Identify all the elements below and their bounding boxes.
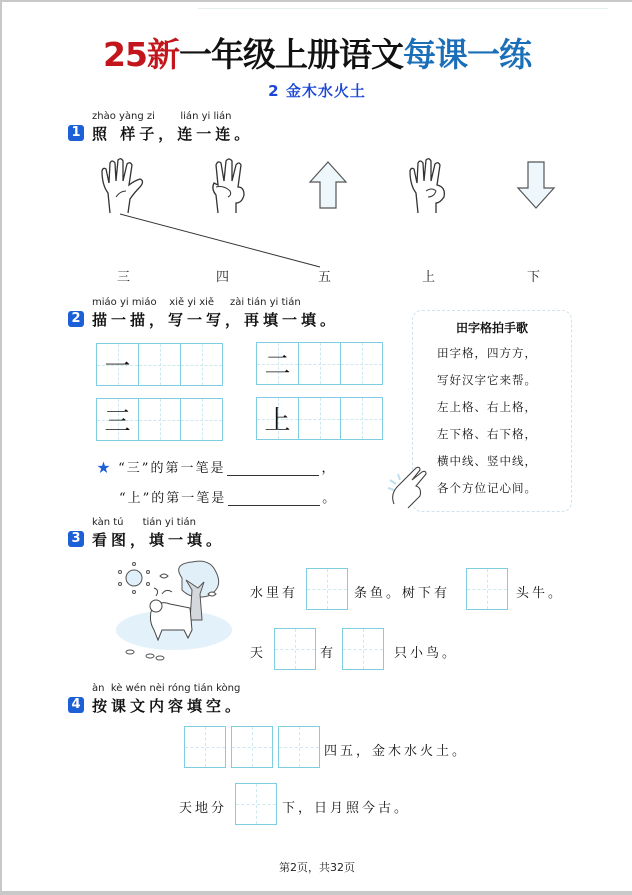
q4-box-line2 (235, 783, 276, 825)
connection-line (2, 2, 632, 302)
q3-row1-c: 头牛。 (516, 586, 565, 601)
answer-blank[interactable] (227, 461, 319, 476)
answer-box[interactable] (235, 783, 277, 825)
stroke-question-1: ★ “三”的第一笔是 ， (97, 461, 337, 476)
q3-row1-b: 条鱼。树下有 (354, 586, 451, 601)
tian-grid-blank[interactable] (180, 398, 223, 441)
song-line: 写好汉字它来帮。 (437, 373, 537, 387)
page-indicator: 第2页，共32页 (279, 861, 355, 874)
q4-pinyin: àn kè wén nèi róng tián kòng (92, 683, 241, 694)
tian-grid-blank[interactable] (298, 397, 341, 440)
star-icon: ★ (97, 461, 113, 476)
scene-illustration (112, 560, 237, 668)
answer-box[interactable] (231, 726, 273, 768)
tian-grid-blank[interactable] (138, 343, 181, 386)
title-blue-part: 每课一练 (402, 35, 531, 74)
answer-box[interactable] (184, 726, 226, 768)
q3-box-cow (466, 568, 507, 610)
question-4-header (68, 682, 244, 715)
clapping-hands-icon (386, 458, 436, 510)
tian-grid-blank[interactable] (340, 342, 383, 385)
grid-row-shang (256, 397, 382, 440)
label-wu[interactable]: 五 (318, 270, 332, 285)
song-line: 左下格、右下格， (437, 427, 537, 441)
q3-box-birds (342, 628, 383, 670)
title-black-part: 一年级上册语文 (178, 35, 403, 74)
q3-instruction: 看图，填一填。 (92, 530, 226, 549)
tian-grid-model: 上 (256, 397, 299, 440)
label-xia[interactable]: 下 (527, 270, 541, 285)
worksheet-page (2, 2, 632, 891)
q1-number-badge: 1 (68, 125, 84, 141)
answer-blank[interactable] (228, 491, 320, 506)
q4-line1-suffix: 四五，金木水火土。 (324, 744, 469, 759)
q3-row2-b: 有 (320, 646, 337, 661)
q4-instruction: 按课文内容填空。 (92, 696, 245, 715)
grid-row-yi (96, 343, 222, 386)
q4-boxes-line1 (184, 726, 319, 768)
lesson-subtitle: 2 金木水火土 (268, 82, 366, 100)
q4-line2-prefix: 天地分 (179, 801, 228, 816)
label-shang[interactable]: 上 (422, 270, 436, 285)
q1-pinyin: zhào yàng zi lián yi lián (92, 111, 232, 122)
answer-box[interactable] (306, 568, 348, 610)
song-title: 田字格拍手歌 (455, 321, 528, 335)
answer-box[interactable] (466, 568, 508, 610)
q2-number-badge: 2 (68, 311, 84, 327)
q2-instruction: 描一描，写一写，再填一填。 (92, 310, 340, 329)
label-si[interactable]: 四 (216, 270, 230, 285)
answer-box[interactable] (278, 726, 320, 768)
q3-row1-a: 水里有 (250, 586, 299, 601)
q4-line2-suffix: 下，日月照今古。 (282, 801, 411, 816)
title-red-part: 25新 (103, 35, 179, 74)
label-san[interactable]: 三 (117, 270, 131, 285)
grid-row-er (256, 342, 382, 385)
q1-instruction: 照 样子，连一连。 (92, 124, 254, 143)
song-line: 左上格、右上格， (437, 400, 537, 414)
question-2-header (68, 296, 339, 329)
q2-pinyin: miáo yi miáo xiě yi xiě zài tián yi tián (92, 297, 301, 308)
tian-grid-blank[interactable] (180, 343, 223, 386)
q3-box-fish (306, 568, 347, 610)
tian-grid-blank[interactable] (340, 397, 383, 440)
answer-box[interactable] (342, 628, 384, 670)
song-box (412, 310, 572, 512)
tian-grid-model: 三 (96, 398, 139, 441)
question-3-header (68, 516, 225, 549)
song-line: 田字格，四方方， (437, 346, 537, 360)
song-line: 各个方位记心间。 (437, 481, 537, 495)
grid-row-san (96, 398, 222, 441)
tian-grid-blank[interactable] (298, 342, 341, 385)
stroke-question-2: “上”的第一笔是 。 (119, 491, 338, 506)
song-line: 横中线、竖中线， (437, 454, 537, 468)
q3-box-sky (274, 628, 315, 670)
q4-number-badge: 4 (68, 697, 84, 713)
q3-number-badge: 3 (68, 531, 84, 547)
answer-box[interactable] (274, 628, 316, 670)
q3-pinyin: kàn tú tián yi tián (92, 517, 196, 528)
tian-grid-model: 二 (256, 342, 299, 385)
q3-row2-c: 只小鸟。 (394, 646, 459, 661)
tian-grid-blank[interactable] (138, 398, 181, 441)
q3-row2-a: 天 (250, 646, 267, 661)
tian-grid-model: 一 (96, 343, 139, 386)
